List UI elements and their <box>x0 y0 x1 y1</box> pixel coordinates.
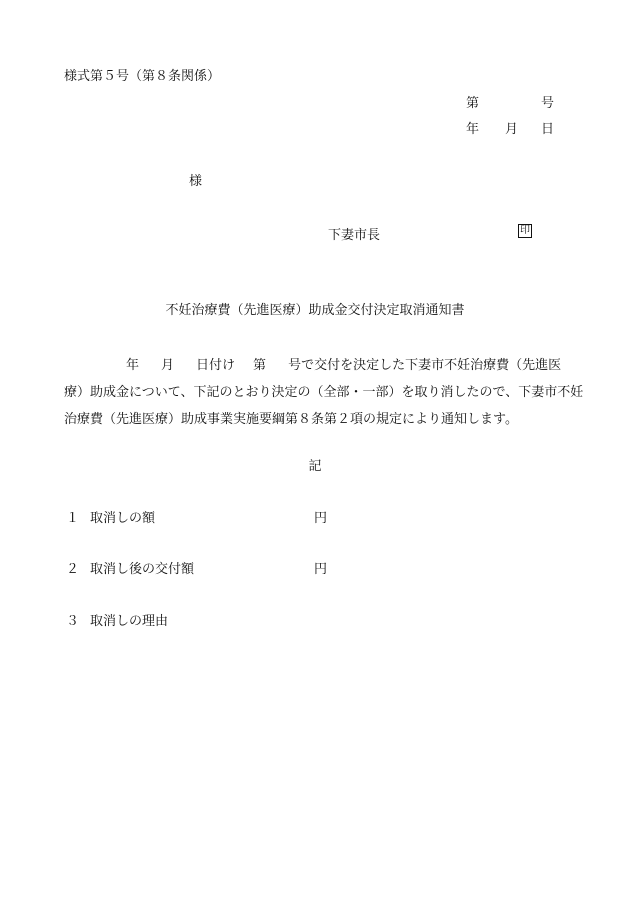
seal-icon: 印 <box>520 225 530 236</box>
body-line-1-rest: 号で交付を決定した下妻市不妊治療費（先進医 <box>288 358 562 373</box>
item-unit: 円 <box>314 511 328 526</box>
body-month-label: 月 <box>161 358 175 373</box>
item-unit: 円 <box>314 562 328 577</box>
item-number: ３ <box>66 614 80 629</box>
addressee-honorific: 様 <box>189 174 203 189</box>
body-year-label: 年 <box>126 358 140 373</box>
ki-heading: 記 <box>308 459 322 474</box>
body-no-label: 第 <box>253 358 267 373</box>
body-line-2: 療）助成金について、下記のとおり決定の（全部・一部）を取り消したので、下妻市不妊 <box>64 385 584 400</box>
body-line-1 <box>64 352 576 379</box>
item-label: 取消しの額 <box>90 511 156 526</box>
date-year-label: 年 <box>466 122 480 137</box>
date-month-label: 月 <box>505 122 519 137</box>
document-title: 不妊治療費（先進医療）助成金交付決定取消通知書 <box>165 303 465 318</box>
body-dated-label: 日付け <box>196 358 236 373</box>
document-number-suffix: 号 <box>541 96 555 111</box>
form-number: 様式第５号（第８条関係） <box>64 69 221 84</box>
body-paragraph <box>64 352 584 433</box>
sender-name: 下妻市長 <box>328 228 381 243</box>
item-label: 取消し後の交付額 <box>90 562 195 577</box>
item-number: １ <box>66 511 80 526</box>
document-number-prefix: 第 <box>466 96 480 111</box>
item-label: 取消しの理由 <box>90 614 169 629</box>
body-line-3: 治療費（先進医療）助成事業実施要綱第８条第２項の規定により通知します。 <box>64 412 518 427</box>
item-number: ２ <box>66 562 80 577</box>
date-day-label: 日 <box>541 122 555 137</box>
